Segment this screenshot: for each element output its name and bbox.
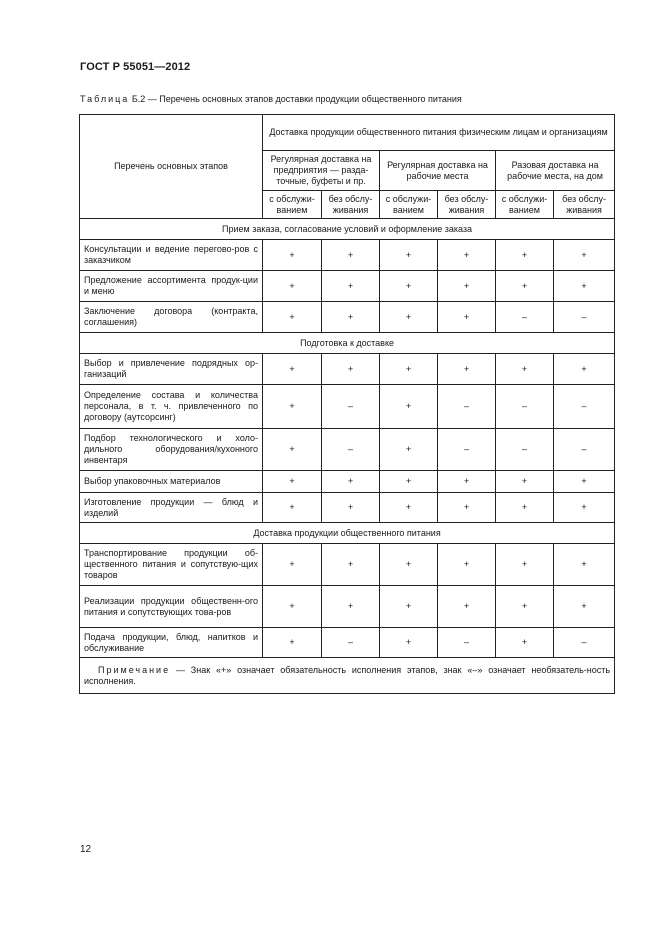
mark-cell: – bbox=[322, 628, 380, 658]
mark-cell: + bbox=[438, 240, 496, 271]
mark-cell: + bbox=[263, 385, 322, 429]
note-label: Примечание bbox=[98, 664, 171, 675]
mark-cell: + bbox=[554, 354, 615, 385]
stage-label: Изготовление продукции — блюд и изделий bbox=[80, 493, 263, 523]
table-caption-label: Таблица bbox=[80, 94, 130, 104]
mark-cell: – bbox=[322, 429, 380, 471]
mark-cell: + bbox=[322, 471, 380, 493]
mark-cell: + bbox=[554, 471, 615, 493]
service-subheader: с обслужи-ванием bbox=[263, 191, 322, 219]
note-text: — Знак «+» означает обязательность исполнения этапов, знак «–» означает необязатель-ность исполнения. bbox=[84, 664, 611, 686]
mark-cell: – bbox=[496, 385, 554, 429]
table-row bbox=[80, 628, 615, 658]
mark-cell: + bbox=[263, 628, 322, 658]
mark-cell: – bbox=[322, 385, 380, 429]
mark-cell: – bbox=[554, 429, 615, 471]
stage-label: Транспортирование продукции об-щественного питания и сопутствую-щих товаров bbox=[80, 544, 263, 586]
section-title: Подготовка к доставке bbox=[80, 333, 615, 354]
service-subheader: с обслужи-ванием bbox=[496, 191, 554, 219]
delivery-header: Доставка продукции общественного питания физическим лицам и организациям bbox=[263, 115, 615, 151]
mark-cell: + bbox=[322, 354, 380, 385]
stage-label: Определение состава и количества персонала, в т. ч. привлеченного по договору (аутсорсинг) bbox=[80, 385, 263, 429]
mark-cell: + bbox=[554, 586, 615, 628]
mark-cell: + bbox=[263, 271, 322, 302]
page-number: 12 bbox=[80, 844, 92, 855]
section-title: Доставка продукции общественного питания bbox=[80, 523, 615, 544]
mark-cell: – bbox=[438, 628, 496, 658]
table-row bbox=[80, 471, 615, 493]
service-subheader: с обслужи-ванием bbox=[380, 191, 438, 219]
mark-cell: + bbox=[263, 302, 322, 333]
mark-cell: + bbox=[554, 493, 615, 523]
mark-cell: + bbox=[554, 240, 615, 271]
table-row bbox=[80, 586, 615, 628]
table-row bbox=[80, 240, 615, 271]
mark-cell: + bbox=[496, 544, 554, 586]
mark-cell: + bbox=[322, 271, 380, 302]
stage-label: Заключение договора (контракта, соглашения) bbox=[80, 302, 263, 333]
table-caption bbox=[80, 94, 462, 104]
mark-cell: – bbox=[496, 302, 554, 333]
group-header-3: Разовая доставка на рабочие места, на дом bbox=[496, 151, 615, 191]
mark-cell: – bbox=[554, 302, 615, 333]
stage-label: Подача продукции, блюд, напитков и обслуживание bbox=[80, 628, 263, 658]
document-code: ГОСТ Р 55051—2012 bbox=[80, 61, 191, 73]
service-subheader: без обслу-живания bbox=[554, 191, 615, 219]
table-row bbox=[80, 354, 615, 385]
mark-cell: + bbox=[380, 302, 438, 333]
mark-cell: – bbox=[554, 628, 615, 658]
mark-cell: + bbox=[263, 586, 322, 628]
mark-cell: + bbox=[380, 586, 438, 628]
mark-cell: + bbox=[438, 586, 496, 628]
stage-label: Подбор технологического и холо-дильного оборудования/кухонного инвентаря bbox=[80, 429, 263, 471]
mark-cell: + bbox=[263, 544, 322, 586]
mark-cell: + bbox=[496, 586, 554, 628]
delivery-stages-table bbox=[79, 114, 615, 694]
mark-cell: + bbox=[496, 271, 554, 302]
table-caption-text: Б.2 — Перечень основных этапов доставки продукции общественного питания bbox=[131, 94, 462, 104]
service-subheader: без обслу-живания bbox=[438, 191, 496, 219]
group-header-2: Регулярная доставка на рабочие места bbox=[380, 151, 496, 191]
mark-cell: + bbox=[438, 302, 496, 333]
mark-cell: – bbox=[554, 385, 615, 429]
mark-cell: + bbox=[496, 493, 554, 523]
table-note bbox=[80, 658, 615, 694]
mark-cell: + bbox=[380, 271, 438, 302]
table-row bbox=[80, 493, 615, 523]
stage-label: Предложение ассортимента продук-ции и меню bbox=[80, 271, 263, 302]
mark-cell: + bbox=[263, 240, 322, 271]
stage-label: Реализации продукции общественн-ого питания и сопутствующих това-ров bbox=[80, 586, 263, 628]
mark-cell: + bbox=[496, 628, 554, 658]
mark-cell: + bbox=[322, 302, 380, 333]
mark-cell: + bbox=[496, 471, 554, 493]
mark-cell: – bbox=[438, 429, 496, 471]
mark-cell: + bbox=[322, 586, 380, 628]
mark-cell: – bbox=[496, 429, 554, 471]
stage-label: Выбор и привлечение подрядных ор-ганизаций bbox=[80, 354, 263, 385]
mark-cell: + bbox=[322, 240, 380, 271]
mark-cell: + bbox=[263, 471, 322, 493]
mark-cell: + bbox=[554, 271, 615, 302]
stage-column-header: Перечень основных этапов bbox=[80, 115, 263, 219]
mark-cell: + bbox=[263, 354, 322, 385]
table-row bbox=[80, 385, 615, 429]
mark-cell: + bbox=[438, 354, 496, 385]
mark-cell: + bbox=[322, 544, 380, 586]
table-row bbox=[80, 544, 615, 586]
mark-cell: + bbox=[322, 493, 380, 523]
service-subheader: без обслу-живания bbox=[322, 191, 380, 219]
mark-cell: + bbox=[438, 271, 496, 302]
stage-label: Консультации и ведение перегово-ров с заказчиком bbox=[80, 240, 263, 271]
mark-cell: – bbox=[438, 385, 496, 429]
mark-cell: + bbox=[438, 471, 496, 493]
group-header-1: Регулярная доставка на предприятия — разда-точные, буфеты и пр. bbox=[263, 151, 380, 191]
mark-cell: + bbox=[380, 471, 438, 493]
mark-cell: + bbox=[496, 354, 554, 385]
table-row bbox=[80, 429, 615, 471]
table-row bbox=[80, 302, 615, 333]
section-title: Прием заказа, согласование условий и оформление заказа bbox=[80, 219, 615, 240]
mark-cell: + bbox=[263, 429, 322, 471]
mark-cell: + bbox=[438, 493, 496, 523]
mark-cell: + bbox=[380, 429, 438, 471]
mark-cell: + bbox=[380, 385, 438, 429]
mark-cell: + bbox=[380, 354, 438, 385]
mark-cell: + bbox=[438, 544, 496, 586]
table-row bbox=[80, 271, 615, 302]
mark-cell: + bbox=[380, 493, 438, 523]
mark-cell: + bbox=[496, 240, 554, 271]
mark-cell: + bbox=[380, 240, 438, 271]
mark-cell: + bbox=[263, 493, 322, 523]
stage-label: Выбор упаковочных материалов bbox=[80, 471, 263, 493]
mark-cell: + bbox=[554, 544, 615, 586]
mark-cell: + bbox=[380, 628, 438, 658]
mark-cell: + bbox=[380, 544, 438, 586]
